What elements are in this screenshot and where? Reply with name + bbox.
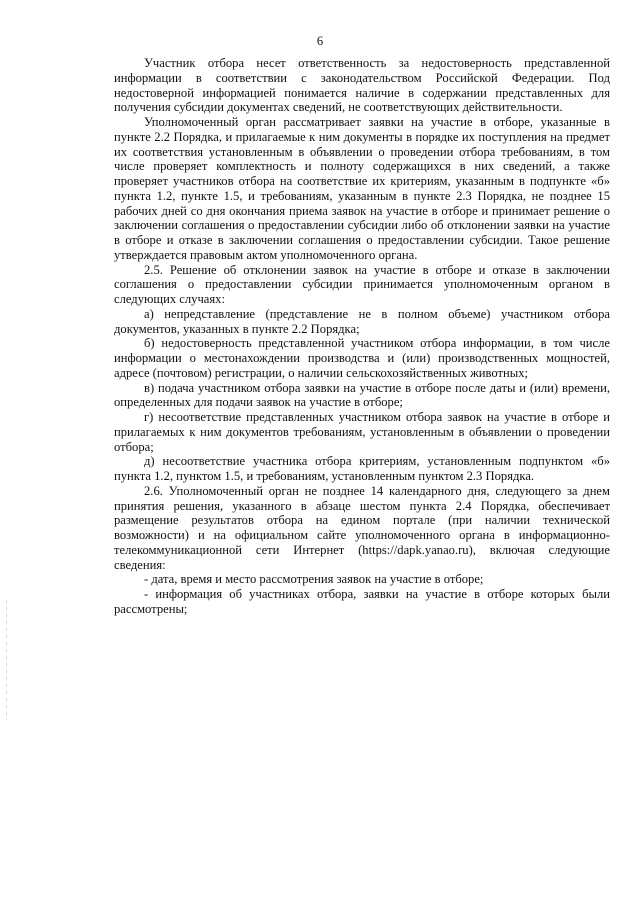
list-item-a: а) непредставление (представление не в полном объеме) участником отбора документов, указанных в пункте 2.2 Порядка; [114,306,610,336]
scan-edge-mark [6,600,7,720]
paragraph-review: Уполномоченный орган рассматривает заявки на участие в отборе, указанные в пункте 2.2 Порядка, и прилагаемые к ним документы в порядке их поступления на предмет их соответствия установленным в объявлении о проведении отбора требованиям, в том числе проверяет комплектность и полноту содержащихся в них сведений, а также проверяет участников отбора на соответствие их критериям, указанным в подпункте «б» пункта 1.2, пункте 1.5, и требованиям, указанным в пункте 2.3 Порядка, не позднее 15 рабочих дней со дня окончания приема заявок на участие в отборе и принимает решение о заключении соглашения о предоставлении субсидии либо об отклонении заявки на участие в отборе и отказе в заключении соглашения о предоставлении субсидии. Такое решение утверждается правовым актом уполномоченного органа. [114,115,610,262]
paragraph-2-6: 2.6. Уполномоченный орган не позднее 14 календарного дня, следующего за днем принятия решения, указанного в абзаце шестом пункта 2.4 Порядка, обеспечивает размещение результатов отбора на едином портале (при наличии технической возможности) и на официальном сайте уполномоченного органа в информационно-телекоммуникационной сети Интернет (https://dapk.yanao.ru), включая следующие сведения: [114,483,610,572]
list-item-dash-1: - дата, время и место рассмотрения заявок на участие в отборе; [144,572,484,587]
paragraph-liability: Участник отбора несет ответственность за недостоверность представленной информации в соответствии с законодательством Российской Федерации. Под недостоверной информацией понимается наличие в содержании представленных для получения субсидии документах сведений, не соответствующих действительности. [114,56,610,115]
paragraph-2-5: 2.5. Решение об отклонении заявок на участие в отборе и отказе в заключении соглашения о предоставлении субсидии принимается уполномоченным органом в следующих случаях: [114,262,610,306]
list-item-d: д) несоответствие участника отбора критериям, установленным подпунктом «б» пункта 1.2, пунктом 1.5, и требованиям, установленным пунктом 2.3 Порядка. [114,454,610,483]
list-item-dash-2: - информация об участниках отбора, заявки на участие в отборе которых были рассмотрены; [114,587,610,616]
page-number: 6 [316,34,324,48]
list-item-b: б) недостоверность представленной участником отбора информации, в том числе информации о местонахождении производства и (или) производственных мощностей, адресе (почтовом) регистрации, о наличии сельскохозяйственных животных; [114,336,610,380]
list-item-v: в) подача участником отбора заявки на участие в отборе после даты и (или) времени, определенных для подачи заявок на участие в отборе; [114,380,610,410]
document-body [114,56,610,617]
list-item-g: г) несоответствие представленных участником отбора заявок на участие в отборе и прилагаемых к ним документов требованиям, установленным в объявлении о проведении отбора; [114,410,610,454]
